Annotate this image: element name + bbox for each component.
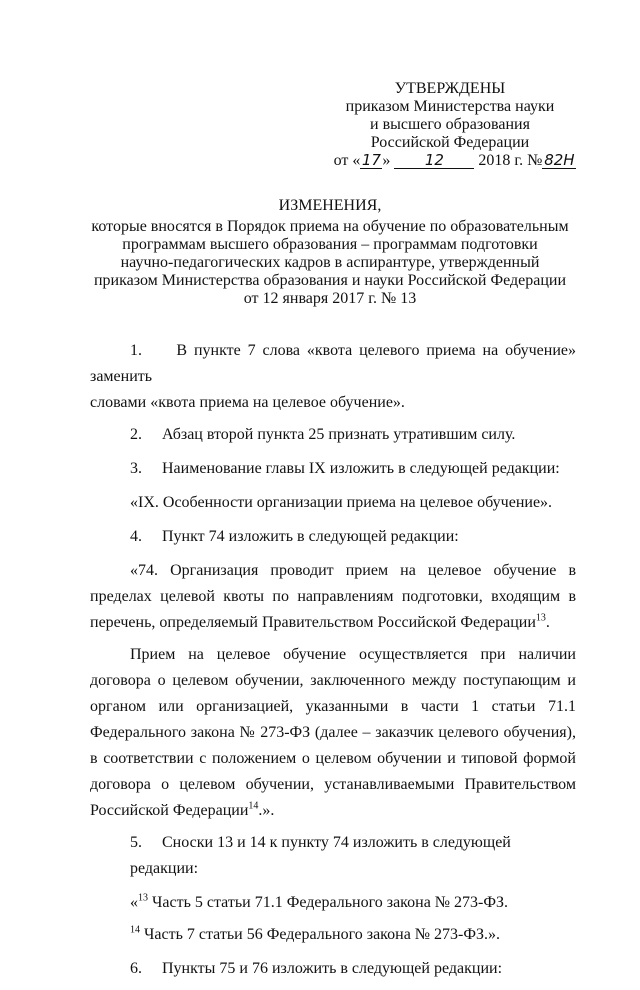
approval-title: УТВЕРЖДЕНЫ (394, 80, 506, 97)
item-4-quote-text: «74. Организация проводит прием на целевое обучение в пределах целевой квоты по направлениям подготовки, входящим в перечень, определяемый Правительством Российской Федерации (90, 562, 576, 631)
footnote-14-marker: 14 (130, 924, 140, 936)
item-2-text: Абзац второй пункта 25 признать утратившим силу. (162, 426, 516, 443)
document-heading: ИЗМЕНЕНИЯ, (278, 197, 382, 214)
item-5-text: Сноски 13 и 14 к пункту 74 изложить в следующей редакции: (130, 834, 511, 877)
approval-line-3: и высшего образования (370, 116, 530, 133)
item-4-paragraph-2-text: Прием на целевое обучение осуществляется при наличии договора о целевом обучении, заключенного между поступающим и органом или организацией, указанными в части 1 статьи 71.1 Федерального закона № 273-ФЗ (далее – заказчик целевого обучения), в соответствии с положением о целевом обучении и типовой формой договора о целевом обучении, устанавливаемыми Правительством Российской Федерации (90, 646, 576, 819)
item-2 (90, 422, 576, 448)
item-5-number: 5. (130, 834, 142, 851)
approval-line-4: Российской Федерации (370, 134, 530, 151)
item-3-number: 3. (130, 460, 142, 477)
item-4-paragraph-2 (90, 642, 576, 824)
footnote-14 (90, 922, 576, 948)
item-4-quote (90, 558, 576, 636)
title-line-5: от 12 января 2017 г. № 13 (243, 290, 417, 307)
title-line-3: научно-педагогических кадров в аспирантуре, утвержденный (120, 254, 540, 271)
approval-block (300, 80, 600, 170)
date-year-text: 2018 г. № (478, 152, 543, 169)
handwritten-month: 12 (394, 152, 474, 169)
item-6 (90, 956, 576, 982)
item-4-number: 4. (130, 528, 142, 545)
footnote-14-text: Часть 7 статьи 56 Федерального закона № 273-ФЗ.». (140, 926, 501, 943)
document-body (90, 338, 576, 990)
title-line-2: программам высшего образования – программам подготовки (122, 236, 538, 253)
footnote-13-open-quote: « (130, 894, 138, 911)
footnote-ref-14: 14 (248, 800, 259, 812)
item-1-line-2: словами «квота приема на целевое обучение». (90, 394, 405, 411)
footnote-13-marker: 13 (138, 892, 148, 904)
date-prefix: от « (333, 152, 361, 169)
item-1-line-1: 1. В пункте 7 слова «квота целевого приема на обучение» заменить (90, 342, 576, 385)
item-4-text: Пункт 74 изложить в следующей редакции: (162, 528, 459, 545)
approval-line-2: приказом Министерства науки (345, 98, 555, 115)
footnote-13-text: Часть 5 статьи 71.1 Федерального закона № 273-ФЗ. (148, 894, 509, 911)
handwritten-order-number: 82Н (544, 151, 575, 169)
item-3-quote: «IX. Особенности организации приема на целевое обучение». (130, 494, 553, 511)
approval-date-line (300, 152, 600, 170)
item-4-paragraph-2-end: .». (258, 802, 275, 819)
document-title-block (90, 197, 570, 308)
item-2-number: 2. (130, 426, 142, 443)
title-line-4: приказом Министерства образования и науки Российской Федерации (93, 272, 566, 289)
item-3-text: Наименование главы IX изложить в следующей редакции: (162, 460, 560, 477)
title-line-1: которые вносятся в Порядок приема на обучение по образовательным (91, 218, 569, 235)
item-5 (90, 830, 576, 882)
footnote-13 (90, 890, 576, 916)
item-6-number: 6. (130, 960, 142, 977)
item-4-quote-end: . (545, 614, 550, 631)
item-4 (90, 524, 576, 550)
item-3 (90, 456, 576, 482)
item-6-text: Пункты 75 и 76 изложить в следующей редакции: (162, 960, 503, 977)
handwritten-day: 17 (361, 151, 381, 169)
footnote-ref-13: 13 (535, 612, 546, 624)
date-mid: » (382, 152, 391, 169)
